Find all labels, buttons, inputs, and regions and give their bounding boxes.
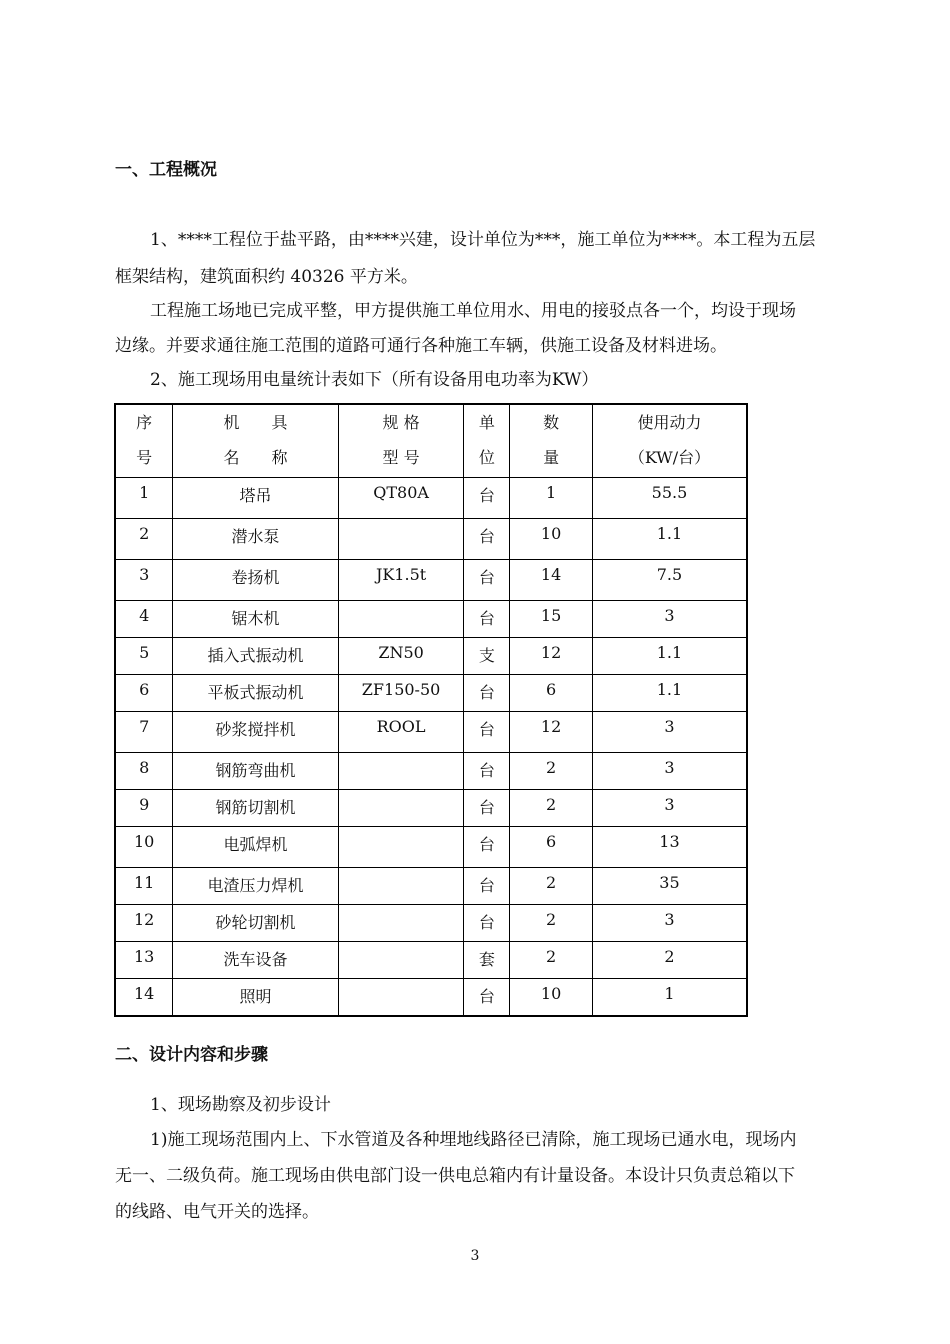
table-row xyxy=(115,827,747,868)
cell-power: 3 xyxy=(592,753,747,790)
cell-spec xyxy=(338,790,464,827)
cell-unit: 台 xyxy=(464,905,510,942)
cell-name: 塔吊 xyxy=(173,478,338,519)
cell-name: 锯木机 xyxy=(173,601,338,638)
cell-name: 砂浆搅拌机 xyxy=(173,712,338,753)
cell-power: 35 xyxy=(592,868,747,905)
section-heading-overview: 一、工程概况 xyxy=(115,160,217,180)
table-row xyxy=(115,905,747,942)
cell-power: 3 xyxy=(592,601,747,638)
cell-spec: ZN50 xyxy=(338,638,464,675)
cell-unit: 台 xyxy=(464,478,510,519)
cell-unit: 台 xyxy=(464,827,510,868)
cell-name: 照明 xyxy=(173,979,338,1016)
cell-no: 9 xyxy=(115,790,173,827)
cell-spec xyxy=(338,979,464,1016)
paragraph-text: 1)施工现场范围内上、下水管道及各种埋地线路径已清除，施工现场已通水电，现场内 xyxy=(150,1130,797,1150)
cell-name: 插入式振动机 xyxy=(173,638,338,675)
paragraph-text: 边缘。并要求通往施工范围的道路可通行各种施工车辆，供施工设备及材料进场。 xyxy=(115,336,727,356)
cell-unit: 台 xyxy=(464,675,510,712)
cell-unit: 台 xyxy=(464,560,510,601)
cell-qty: 10 xyxy=(510,979,593,1016)
cell-no: 6 xyxy=(115,675,173,712)
cell-qty: 6 xyxy=(510,827,593,868)
cell-unit: 套 xyxy=(464,942,510,979)
subsection-title: 1、现场勘察及初步设计 xyxy=(150,1095,331,1115)
cell-no: 13 xyxy=(115,942,173,979)
cell-no: 5 xyxy=(115,638,173,675)
header-cell-unit: 单 位 xyxy=(464,404,510,478)
cell-qty: 2 xyxy=(510,868,593,905)
cell-qty: 14 xyxy=(510,560,593,601)
table-row xyxy=(115,601,747,638)
table-row xyxy=(115,868,747,905)
cell-unit: 台 xyxy=(464,712,510,753)
cell-no: 3 xyxy=(115,560,173,601)
cell-name: 钢筋切割机 xyxy=(173,790,338,827)
cell-name: 平板式振动机 xyxy=(173,675,338,712)
table-row xyxy=(115,979,747,1016)
cell-power: 3 xyxy=(592,790,747,827)
cell-unit: 台 xyxy=(464,753,510,790)
cell-qty: 2 xyxy=(510,790,593,827)
cell-spec: JK1.5t xyxy=(338,560,464,601)
cell-name: 卷扬机 xyxy=(173,560,338,601)
table-row xyxy=(115,790,747,827)
cell-qty: 10 xyxy=(510,519,593,560)
table-row xyxy=(115,519,747,560)
section-heading-design: 二、设计内容和步骤 xyxy=(115,1045,268,1065)
page-number: 3 xyxy=(470,1248,480,1264)
cell-spec xyxy=(338,827,464,868)
header-cell-qty: 数 量 xyxy=(510,404,593,478)
cell-power: 1.1 xyxy=(592,675,747,712)
cell-unit: 台 xyxy=(464,979,510,1016)
cell-qty: 12 xyxy=(510,638,593,675)
cell-qty: 1 xyxy=(510,478,593,519)
cell-qty: 2 xyxy=(510,942,593,979)
cell-no: 12 xyxy=(115,905,173,942)
cell-no: 4 xyxy=(115,601,173,638)
cell-name: 电渣压力焊机 xyxy=(173,868,338,905)
cell-spec: QT80A xyxy=(338,478,464,519)
cell-no: 1 xyxy=(115,478,173,519)
cell-unit: 支 xyxy=(464,638,510,675)
cell-power: 1.1 xyxy=(592,519,747,560)
table-row xyxy=(115,753,747,790)
cell-unit: 台 xyxy=(464,519,510,560)
table-row xyxy=(115,712,747,753)
cell-name: 潜水泵 xyxy=(173,519,338,560)
cell-spec: ZF150-50 xyxy=(338,675,464,712)
cell-no: 7 xyxy=(115,712,173,753)
cell-spec xyxy=(338,942,464,979)
table-row xyxy=(115,675,747,712)
cell-power: 2 xyxy=(592,942,747,979)
cell-power: 7.5 xyxy=(592,560,747,601)
cell-spec xyxy=(338,753,464,790)
cell-power: 3 xyxy=(592,712,747,753)
paragraph-text: 的线路、电气开关的选择。 xyxy=(115,1202,319,1222)
cell-power: 3 xyxy=(592,905,747,942)
header-cell-power: 使用动力 （KW/台） xyxy=(592,404,747,478)
cell-name: 砂轮切割机 xyxy=(173,905,338,942)
cell-qty: 2 xyxy=(510,905,593,942)
paragraph-text: 工程施工场地已完成平整，甲方提供施工单位用水、用电的接驳点各一个，均设于现场 xyxy=(150,301,796,321)
cell-no: 14 xyxy=(115,979,173,1016)
cell-power: 13 xyxy=(592,827,747,868)
cell-no: 10 xyxy=(115,827,173,868)
cell-spec xyxy=(338,868,464,905)
cell-qty: 2 xyxy=(510,753,593,790)
cell-spec xyxy=(338,601,464,638)
cell-spec xyxy=(338,905,464,942)
table-row xyxy=(115,478,747,519)
table-row xyxy=(115,638,747,675)
cell-unit: 台 xyxy=(464,790,510,827)
cell-name: 电弧焊机 xyxy=(173,827,338,868)
cell-name: 钢筋弯曲机 xyxy=(173,753,338,790)
table-row xyxy=(115,942,747,979)
cell-spec: ROOL xyxy=(338,712,464,753)
paragraph-text: 无一、二级负荷。施工现场由供电部门设一供电总箱内有计量设备。本设计只负责总箱以下 xyxy=(115,1166,795,1186)
cell-name: 洗车设备 xyxy=(173,942,338,979)
paragraph-text: 1、****工程位于盐平路，由****兴建，设计单位为***，施工单位为****。本工程为五层 xyxy=(150,230,816,250)
cell-power: 1 xyxy=(592,979,747,1016)
cell-qty: 15 xyxy=(510,601,593,638)
paragraph-text: 框架结构，建筑面积约 40326 平方米。 xyxy=(115,267,418,287)
cell-no: 8 xyxy=(115,753,173,790)
cell-no: 2 xyxy=(115,519,173,560)
cell-no: 11 xyxy=(115,868,173,905)
cell-unit: 台 xyxy=(464,601,510,638)
table-row xyxy=(115,560,747,601)
cell-power: 1.1 xyxy=(592,638,747,675)
table-header-row xyxy=(115,404,747,478)
header-cell-no: 序 号 xyxy=(115,404,173,478)
header-cell-spec: 规 格 型 号 xyxy=(338,404,464,478)
cell-power: 55.5 xyxy=(592,478,747,519)
power-usage-table xyxy=(114,403,748,1017)
header-cell-name: 机 具 名 称 xyxy=(173,404,338,478)
table-intro-text: 2、施工现场用电量统计表如下（所有设备用电功率为KW） xyxy=(150,370,599,390)
cell-qty: 12 xyxy=(510,712,593,753)
cell-unit: 台 xyxy=(464,868,510,905)
cell-spec xyxy=(338,519,464,560)
cell-qty: 6 xyxy=(510,675,593,712)
